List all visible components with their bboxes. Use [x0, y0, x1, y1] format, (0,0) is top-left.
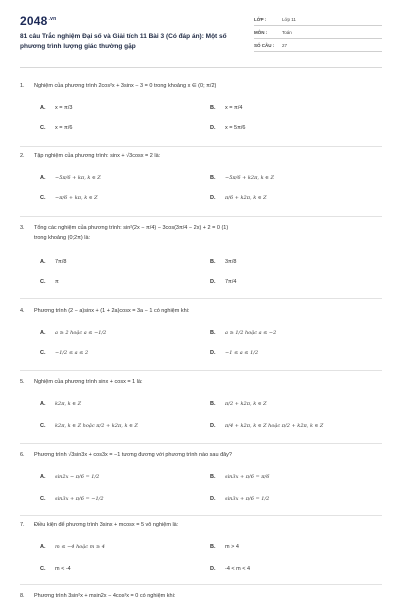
- option-text: x = π/6: [55, 125, 73, 131]
- question-text: Điều kiện để phương trình 3sinx + mcosx = 5 vô nghiệm là:: [34, 522, 179, 528]
- question-number: 8.: [20, 593, 25, 599]
- question-separator: [20, 216, 382, 217]
- question-4: [20, 307, 382, 367]
- question-text: Phương trình (2 − a)sinx + (1 + 2a)cosx = 3a − 1 có nghiệm khi:: [34, 308, 190, 314]
- question-2: [20, 152, 382, 212]
- option-text: −1 ≤ a ≤ 1/2: [225, 350, 259, 356]
- option-text: sin3x + π/6 = π/6: [225, 474, 270, 480]
- option-letter: D.: [210, 566, 216, 572]
- meta-value: 27: [282, 43, 288, 48]
- question-text: Tổng các nghiệm của phương trình: sin²(2x − π/4) − 3cos(3π/4 − 2x) + 2 = 0 (1): [34, 225, 229, 231]
- option-text: 7π/8: [55, 259, 67, 265]
- question-number: 7.: [20, 522, 25, 528]
- question-text: Phương trình 3sin²x + msin2x − 4cos²x = 0 có nghiệm khi:: [34, 593, 176, 599]
- option-text: m ≤ −4 hoặc m ≥ 4: [55, 544, 105, 550]
- option-text: a ≥ 2 hoặc a ≤ −1/2: [55, 330, 107, 336]
- option-letter: A.: [40, 105, 46, 111]
- meta-key: LỚP :: [254, 17, 267, 22]
- question-separator: [20, 146, 382, 147]
- option-letter: D.: [210, 125, 216, 131]
- option-letter: C.: [40, 125, 46, 131]
- option-letter: B.: [210, 105, 216, 111]
- option-text: x = π/4: [225, 105, 243, 111]
- question-6: [20, 451, 382, 511]
- option-text: k2π, k ∈ Z: [55, 401, 82, 407]
- question-number: 5.: [20, 379, 25, 385]
- meta-value: Lớp 11: [282, 17, 296, 22]
- option-letter: A.: [40, 544, 46, 550]
- option-letter: A.: [40, 330, 46, 336]
- option-text: sin3x + π/6 = −1/2: [55, 496, 104, 502]
- option-text: 3π/8: [225, 259, 237, 265]
- document-title: 81 câu Trắc nghiệm Đại số và Giải tích 11 Bài 3 (Có đáp án): Một số phương trình lượng giác thường gặp: [20, 33, 227, 50]
- option-text: π/6 + k2π, k ∈ Z: [225, 195, 267, 201]
- meta-key: MÔN :: [254, 30, 268, 35]
- meta-value: Toán: [282, 30, 292, 35]
- option-letter: B.: [210, 175, 216, 181]
- option-letter: B.: [210, 401, 216, 407]
- option-letter: C.: [40, 423, 46, 429]
- option-text: sin3x + π/6 = 1/2: [225, 496, 270, 502]
- question-1: [20, 82, 382, 142]
- option-text: x = 5π/6: [225, 125, 246, 131]
- option-letter: A.: [40, 474, 46, 480]
- option-letter: B.: [210, 474, 216, 480]
- document-header: [20, 14, 382, 50]
- logo-text: 2048: [20, 14, 48, 28]
- question-3: [20, 224, 382, 294]
- option-letter: B.: [210, 544, 216, 550]
- option-text: −5π/6 + k2π, k ∈ Z: [225, 175, 274, 181]
- meta-row-class: [254, 14, 382, 26]
- question-7: [20, 521, 382, 581]
- option-letter: B.: [210, 330, 216, 336]
- option-text: −5π/6 + kπ, k ∈ Z: [55, 175, 101, 181]
- option-text: sin2x − π/6 = 1/2: [55, 474, 100, 480]
- option-text: −π/6 + kπ, k ∈ Z: [55, 195, 98, 201]
- option-letter: A.: [40, 401, 46, 407]
- meta-key: SỐ CÂU :: [254, 43, 275, 48]
- meta-row-subject: [254, 27, 382, 39]
- question-number: 1.: [20, 83, 25, 89]
- option-letter: D.: [210, 496, 216, 502]
- option-letter: D.: [210, 423, 216, 429]
- question-text: Nghiệm của phương trình 2cos²x + 3sinx − 3 = 0 trong khoảng x ∈ (0; π/2): [34, 83, 217, 89]
- question-separator: [20, 370, 382, 371]
- option-text: -4 < m < 4: [225, 566, 251, 572]
- question-separator: [20, 584, 382, 585]
- option-text: a ≥ 1/2 hoặc a ≤ −2: [225, 330, 277, 336]
- question-separator: [20, 515, 382, 516]
- question-number: 3.: [20, 225, 25, 231]
- option-letter: D.: [210, 350, 216, 356]
- option-text: π: [55, 279, 59, 285]
- option-text: π/4 + k2π, k ∈ Z hoặc π/2 + k2π, k ∈ Z: [225, 423, 324, 429]
- option-text: m > 4: [225, 544, 239, 550]
- option-letter: C.: [40, 496, 46, 502]
- question-separator: [20, 443, 382, 444]
- option-letter: C.: [40, 350, 46, 356]
- meta-row-count: [254, 40, 382, 52]
- option-text: −1/2 ≤ a ≤ 2: [55, 350, 89, 356]
- option-letter: C.: [40, 566, 46, 572]
- option-letter: D.: [210, 279, 216, 285]
- option-text: 7π/4: [225, 279, 237, 285]
- question-text: Phương trình √3sin3x + cos3x = −1 tương đương với phương trình nào sau đây?: [34, 452, 232, 458]
- question-5: [20, 378, 382, 438]
- meta-panel: [254, 14, 382, 53]
- option-text: k2π, k ∈ Z hoặc π/2 + k2π, k ∈ Z: [55, 423, 138, 429]
- option-text: x = π/3: [55, 105, 73, 111]
- question-text: Nghiệm của phương trình sinx + cosx = 1 là:: [34, 379, 143, 385]
- option-text: m < -4: [55, 566, 71, 572]
- question-text-continued: trong khoảng (0;2π) là:: [34, 235, 91, 241]
- option-letter: C.: [40, 279, 46, 285]
- question-number: 6.: [20, 452, 25, 458]
- question-number: 4.: [20, 308, 25, 314]
- question-separator: [20, 298, 382, 299]
- option-letter: B.: [210, 259, 216, 265]
- question-number: 2.: [20, 153, 25, 159]
- option-text: π/2 + k2π, k ∈ Z: [225, 401, 267, 407]
- option-letter: A.: [40, 175, 46, 181]
- question-text: Tập nghiệm của phương trình: sinx + √3cosx = 2 là:: [34, 153, 161, 159]
- option-letter: C.: [40, 195, 46, 201]
- option-letter: D.: [210, 195, 216, 201]
- option-letter: A.: [40, 259, 46, 265]
- header-divider: [20, 67, 382, 68]
- question-8: [20, 592, 382, 600]
- logo-suffix: .vn: [48, 16, 57, 22]
